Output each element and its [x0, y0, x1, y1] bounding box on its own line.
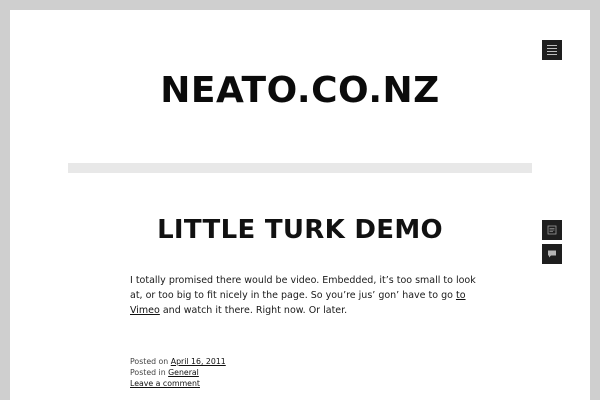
page-container	[10, 10, 590, 400]
header-divider	[68, 163, 532, 173]
post-meta	[130, 356, 226, 389]
category-link[interactable]: General	[168, 368, 199, 377]
post-format-button[interactable]	[542, 220, 562, 240]
site-title[interactable]: NEATO.CO.NZ	[160, 70, 440, 111]
post-body	[130, 273, 480, 318]
vimeo-link[interactable]: to Vimeo	[130, 290, 466, 316]
menu-toggle-button[interactable]	[542, 40, 562, 60]
post-title[interactable]: LITTLE TURK DEMO	[157, 215, 443, 245]
hamburger-menu-icon	[547, 45, 557, 46]
comment-row	[130, 378, 226, 389]
leave-comment-link[interactable]: Leave a comment	[130, 379, 200, 388]
posted-in: Posted in General	[130, 368, 199, 377]
comment-icon	[547, 249, 557, 259]
post-body-text: I totally promised there would be video. Embedded, it’s too small to look at, or too big to fit nicely in the page. So you’re jus’ gon’ have to go	[130, 275, 476, 301]
post-date-link[interactable]: April 16, 2011	[170, 357, 226, 366]
comments-button[interactable]	[542, 244, 562, 264]
posted-on: Posted on April 16, 2011	[130, 357, 226, 366]
post-format-icon	[547, 225, 557, 235]
post-body-text-end: and watch it there. Right now. Or later.	[159, 305, 348, 316]
